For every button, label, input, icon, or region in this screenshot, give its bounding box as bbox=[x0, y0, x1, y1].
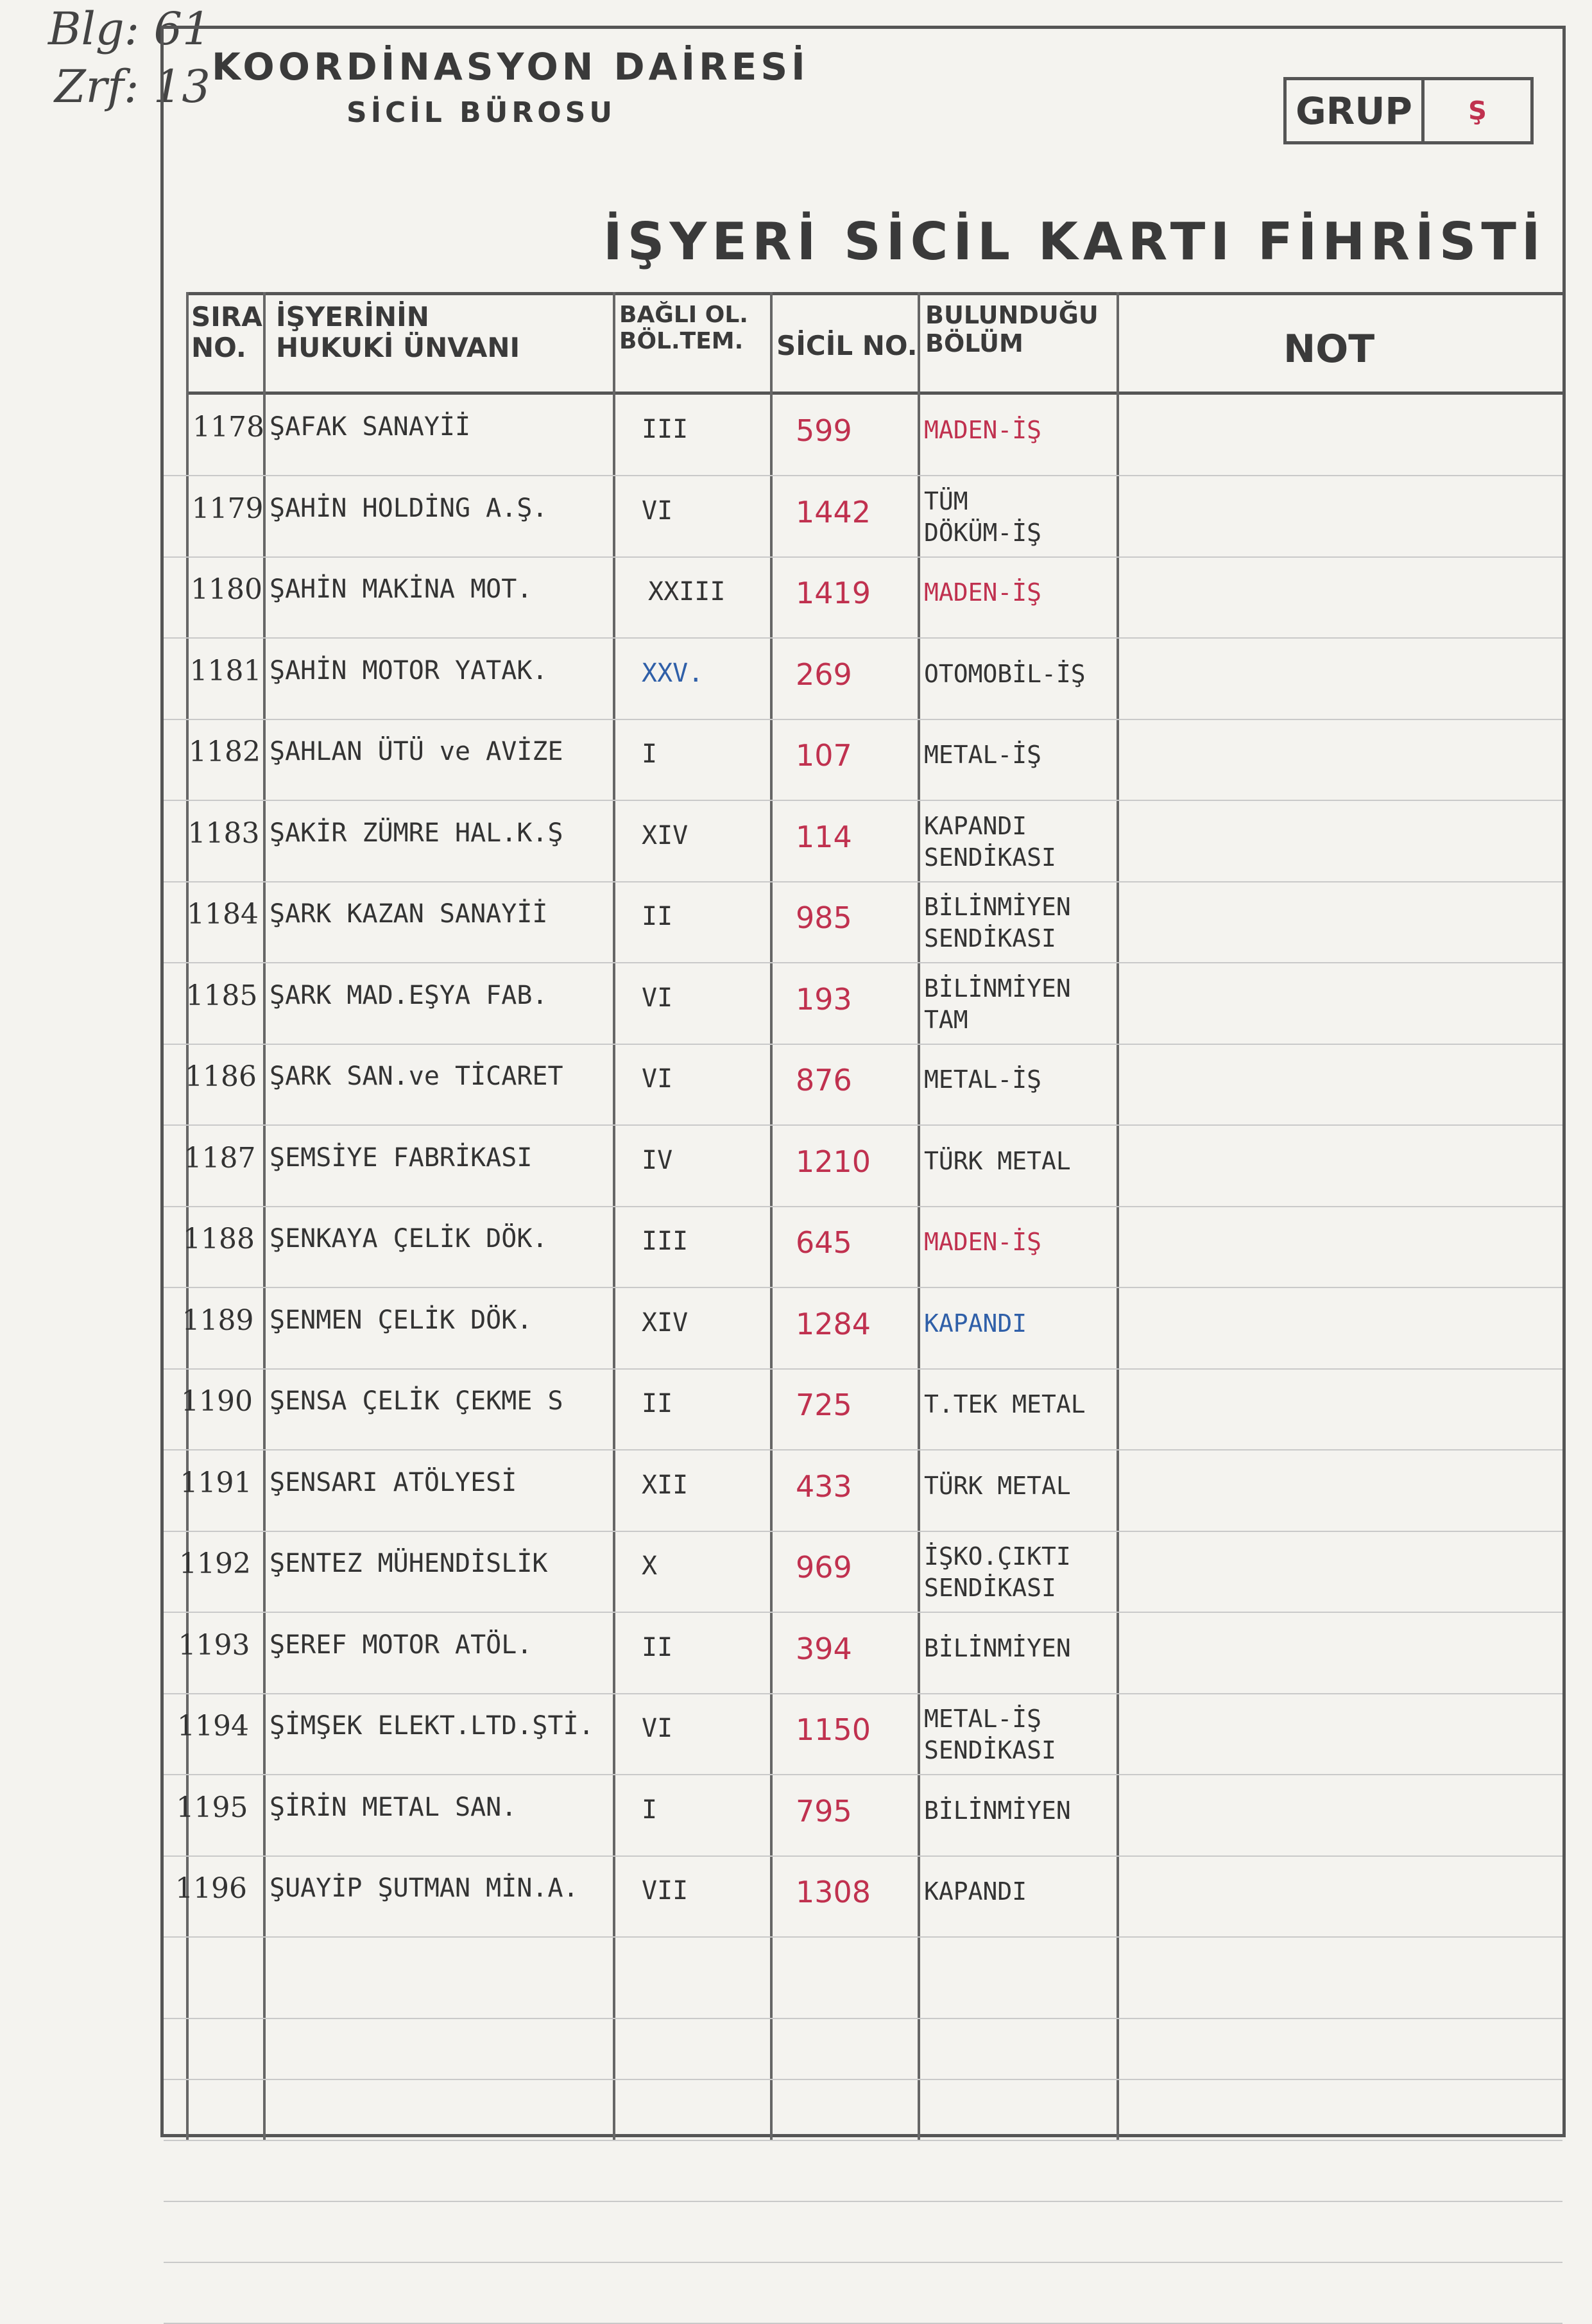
row-bolge: XXIII bbox=[648, 577, 726, 607]
col-divider bbox=[1117, 292, 1119, 2140]
row-bolum bbox=[924, 1795, 1129, 1827]
row-no: 1189 bbox=[182, 1304, 254, 1337]
row-name: ŞEMSİYE FABRİKASI bbox=[270, 1142, 533, 1173]
row-name: ŞARK KAZAN SANAYİİ bbox=[270, 899, 548, 929]
row-bolum-line: MADEN-İŞ bbox=[924, 578, 1042, 607]
row-name: ŞAHİN HOLDİNG A.Ş. bbox=[270, 493, 548, 523]
row-bolum-line: METAL-İŞ bbox=[924, 741, 1042, 769]
row-sicil: 969 bbox=[796, 1550, 852, 1585]
margin-note-1: Blg: 61 bbox=[48, 3, 211, 55]
header-bolum bbox=[925, 302, 1099, 357]
row-divider bbox=[164, 637, 1562, 639]
header-sira-line1: SIRA bbox=[191, 301, 262, 332]
row-bolum bbox=[924, 1703, 1129, 1767]
row-bolum bbox=[924, 1308, 1129, 1339]
row-no: 1181 bbox=[189, 654, 262, 687]
row-no: 1196 bbox=[175, 1872, 247, 1905]
row-no: 1183 bbox=[187, 816, 260, 850]
empty-row-divider bbox=[164, 2201, 1562, 2202]
header-unvan bbox=[276, 302, 520, 364]
empty-row-divider bbox=[164, 2323, 1562, 2324]
row-bolge: XII bbox=[642, 1470, 689, 1500]
empty-row-divider bbox=[164, 2140, 1562, 2141]
row-bolge: XXV. bbox=[642, 658, 704, 688]
header-bagli-line2: BÖL.TEM. bbox=[619, 328, 744, 355]
header-not bbox=[1283, 327, 1374, 372]
row-bolum-line: TÜM bbox=[924, 486, 968, 515]
row-bolum-line: KAPANDI bbox=[924, 811, 1027, 840]
row-bolum-line: OTOMOBİL-İŞ bbox=[924, 659, 1086, 688]
row-no: 1179 bbox=[191, 492, 264, 525]
row-divider bbox=[164, 719, 1562, 720]
row-bolum-line: DÖKÜM-İŞ bbox=[924, 518, 1042, 547]
row-bolum bbox=[924, 486, 1129, 549]
row-divider bbox=[164, 1449, 1562, 1450]
row-no: 1187 bbox=[184, 1141, 256, 1175]
row-divider bbox=[164, 1124, 1562, 1126]
row-bolum-line: TÜRK METAL bbox=[924, 1146, 1071, 1175]
row-sicil: 1419 bbox=[796, 576, 871, 610]
row-bolum bbox=[924, 1470, 1129, 1502]
row-sicil: 725 bbox=[796, 1388, 852, 1422]
row-bolum-line: T.TEK METAL bbox=[924, 1390, 1086, 1418]
row-no: 1192 bbox=[179, 1547, 251, 1580]
row-bolum bbox=[924, 739, 1129, 771]
row-name: ŞENSARI ATÖLYESİ bbox=[270, 1467, 517, 1497]
row-bolum bbox=[924, 1064, 1129, 1096]
row-bolum-line: TAM bbox=[924, 1005, 968, 1034]
row-sicil: 107 bbox=[796, 738, 852, 773]
row-bolum-line: BİLİNMİYEN bbox=[924, 1796, 1071, 1825]
header-unvan-line2: HUKUKİ ÜNVANI bbox=[276, 332, 520, 364]
row-divider bbox=[164, 1693, 1562, 1694]
row-divider bbox=[164, 1774, 1562, 1775]
col-divider bbox=[918, 292, 920, 2140]
row-bolge: II bbox=[642, 1389, 673, 1418]
grup-box bbox=[1283, 77, 1534, 144]
row-divider bbox=[164, 881, 1562, 882]
row-name: ŞİMŞEK ELEKT.LTD.ŞTİ. bbox=[270, 1711, 594, 1741]
header-sira bbox=[191, 302, 262, 364]
row-divider bbox=[164, 800, 1562, 801]
row-no: 1194 bbox=[177, 1710, 249, 1743]
row-bolge: III bbox=[642, 1227, 689, 1256]
row-name: ŞİRİN METAL SAN. bbox=[270, 1792, 517, 1822]
row-sicil: 193 bbox=[796, 981, 852, 1017]
row-bolge: XIV bbox=[642, 820, 689, 850]
row-bolum bbox=[924, 1227, 1129, 1258]
row-bolge: II bbox=[642, 902, 673, 931]
grup-label: GRUP bbox=[1287, 80, 1425, 141]
row-bolge: VI bbox=[642, 1064, 673, 1094]
row-bolum bbox=[924, 891, 1129, 955]
row-sicil: 114 bbox=[796, 819, 852, 854]
row-no: 1178 bbox=[193, 411, 264, 443]
row-name: ŞUAYİP ŞUTMAN MİN.A. bbox=[270, 1873, 579, 1903]
row-sicil: 1210 bbox=[796, 1144, 871, 1179]
bureau-title: SİCİL BÜROSU bbox=[347, 96, 617, 129]
row-divider bbox=[164, 556, 1562, 558]
document-title: İŞYERİ SİCİL KARTI FİHRİSTİ bbox=[603, 212, 1546, 271]
row-bolge: VI bbox=[642, 1714, 673, 1743]
row-no: 1186 bbox=[185, 1060, 257, 1093]
row-bolge: X bbox=[642, 1551, 658, 1581]
row-name: ŞARK SAN.ve TİCARET bbox=[270, 1062, 563, 1091]
row-bolum-line: BİLİNMİYEN bbox=[924, 1633, 1071, 1662]
empty-row-divider bbox=[164, 2079, 1562, 2080]
header-bolum-line2: BÖLÜM bbox=[925, 329, 1023, 357]
row-bolum-line: MADEN-İŞ bbox=[924, 1228, 1042, 1256]
row-name: ŞEREF MOTOR ATÖL. bbox=[270, 1630, 533, 1660]
row-no: 1191 bbox=[180, 1466, 252, 1499]
row-name: ŞAHLAN ÜTÜ ve AVİZE bbox=[270, 737, 563, 766]
row-no: 1195 bbox=[176, 1791, 248, 1824]
row-divider bbox=[164, 1855, 1562, 1857]
header-bolum-line1: BULUNDUĞU bbox=[925, 301, 1099, 329]
row-divider bbox=[164, 1206, 1562, 1207]
col-divider bbox=[770, 292, 773, 2140]
row-bolum-line: İŞKO.ÇIKTI bbox=[924, 1542, 1071, 1571]
row-bolum-line: METAL-İŞ bbox=[924, 1065, 1042, 1094]
row-bolge: VII bbox=[642, 1876, 689, 1906]
row-bolum-line: BİLİNMİYEN bbox=[924, 974, 1071, 1003]
row-bolum bbox=[924, 811, 1129, 874]
row-divider bbox=[164, 962, 1562, 963]
row-bolum-line: MADEN-İŞ bbox=[924, 416, 1042, 444]
row-bolum-line: SENDİKASI bbox=[924, 1574, 1056, 1603]
row-bolge: IV bbox=[642, 1145, 673, 1175]
row-divider bbox=[164, 1936, 1562, 1938]
row-no: 1180 bbox=[191, 573, 262, 606]
row-bolum bbox=[924, 973, 1129, 1037]
row-divider bbox=[164, 1368, 1562, 1370]
row-bolum bbox=[924, 577, 1129, 608]
row-name: ŞARK MAD.EŞYA FAB. bbox=[270, 980, 548, 1010]
row-bolum-line: SENDİKASI bbox=[924, 1736, 1056, 1765]
row-name: ŞAHİN MOTOR YATAK. bbox=[270, 655, 548, 685]
row-no: 1185 bbox=[185, 979, 258, 1012]
row-name: ŞENKAYA ÇELİK DÖK. bbox=[270, 1224, 548, 1253]
header-unvan-line1: İŞYERİNİN bbox=[276, 301, 429, 332]
row-sicil: 1284 bbox=[796, 1306, 871, 1341]
row-name: ŞENMEN ÇELİK DÖK. bbox=[270, 1305, 533, 1335]
margin-note-2: Zrf: 13 bbox=[55, 60, 210, 113]
row-name: ŞAHİN MAKİNA MOT. bbox=[270, 574, 533, 604]
header-bagli bbox=[619, 302, 748, 355]
row-no: 1188 bbox=[183, 1223, 255, 1255]
col-divider bbox=[613, 292, 615, 2140]
row-name: ŞAFAK SANAYİİ bbox=[270, 412, 471, 442]
row-bolum bbox=[924, 1876, 1129, 1907]
row-bolum-line: KAPANDI bbox=[924, 1877, 1027, 1906]
row-sicil: 876 bbox=[796, 1063, 852, 1097]
row-bolum-line: TÜRK METAL bbox=[924, 1471, 1071, 1500]
row-bolum-line: METAL-İŞ bbox=[924, 1705, 1042, 1733]
row-bolge: I bbox=[642, 1795, 658, 1825]
row-bolge: III bbox=[642, 415, 689, 444]
row-bolum bbox=[924, 1633, 1129, 1664]
row-sicil: 645 bbox=[796, 1225, 852, 1260]
col-divider bbox=[263, 292, 266, 2140]
row-bolum bbox=[924, 1541, 1129, 1605]
row-divider bbox=[164, 475, 1562, 476]
row-bolge: XIV bbox=[642, 1307, 689, 1338]
row-sicil: 1442 bbox=[796, 494, 871, 529]
row-no: 1182 bbox=[189, 736, 261, 768]
row-sicil: 795 bbox=[796, 1793, 852, 1829]
row-divider bbox=[164, 1287, 1562, 1288]
row-no: 1190 bbox=[181, 1385, 253, 1418]
row-bolum-line: SENDİKASI bbox=[924, 843, 1056, 872]
empty-row-divider bbox=[164, 2018, 1562, 2019]
row-name: ŞAKİR ZÜMRE HAL.K.Ş bbox=[270, 818, 563, 848]
row-sicil: 433 bbox=[796, 1468, 852, 1504]
row-sicil: 1308 bbox=[796, 1875, 871, 1909]
row-bolum bbox=[924, 1389, 1129, 1420]
row-bolum bbox=[924, 1146, 1129, 1177]
row-sicil: 985 bbox=[796, 900, 852, 935]
header-sira-line2: NO. bbox=[191, 332, 246, 364]
row-sicil: 1150 bbox=[796, 1712, 871, 1747]
row-bolum bbox=[924, 415, 1129, 446]
row-bolum-line: BİLİNMİYEN bbox=[924, 893, 1071, 921]
row-divider bbox=[164, 1044, 1562, 1045]
header-bagli-line1: BAĞLI OL. bbox=[619, 302, 748, 328]
header-not-text: NOT bbox=[1283, 327, 1375, 372]
row-bolge: VI bbox=[642, 495, 673, 526]
empty-row-divider bbox=[164, 2262, 1562, 2263]
row-bolum bbox=[924, 658, 1129, 690]
row-no: 1184 bbox=[187, 898, 259, 931]
row-bolum-line: KAPANDI bbox=[924, 1309, 1027, 1338]
row-sicil: 599 bbox=[796, 413, 852, 448]
row-bolge: II bbox=[642, 1632, 673, 1662]
col-divider bbox=[186, 292, 189, 2140]
header-sicil bbox=[776, 331, 918, 361]
row-no: 1193 bbox=[178, 1628, 250, 1662]
header-sicil-line2: SİCİL NO. bbox=[776, 330, 918, 361]
office-title: KOORDİNASYON DAİRESİ bbox=[212, 45, 809, 89]
row-divider bbox=[164, 1612, 1562, 1613]
row-bolge: I bbox=[642, 739, 658, 769]
grup-value: Ş bbox=[1468, 96, 1487, 126]
row-name: ŞENTEZ MÜHENDİSLİK bbox=[270, 1549, 548, 1578]
row-divider bbox=[164, 1531, 1562, 1532]
row-sicil: 394 bbox=[796, 1631, 852, 1666]
row-bolge: VI bbox=[642, 983, 673, 1013]
row-name: ŞENSA ÇELİK ÇEKME S bbox=[270, 1386, 563, 1416]
row-sicil: 269 bbox=[796, 657, 852, 692]
row-bolum-line: SENDİKASI bbox=[924, 924, 1056, 953]
